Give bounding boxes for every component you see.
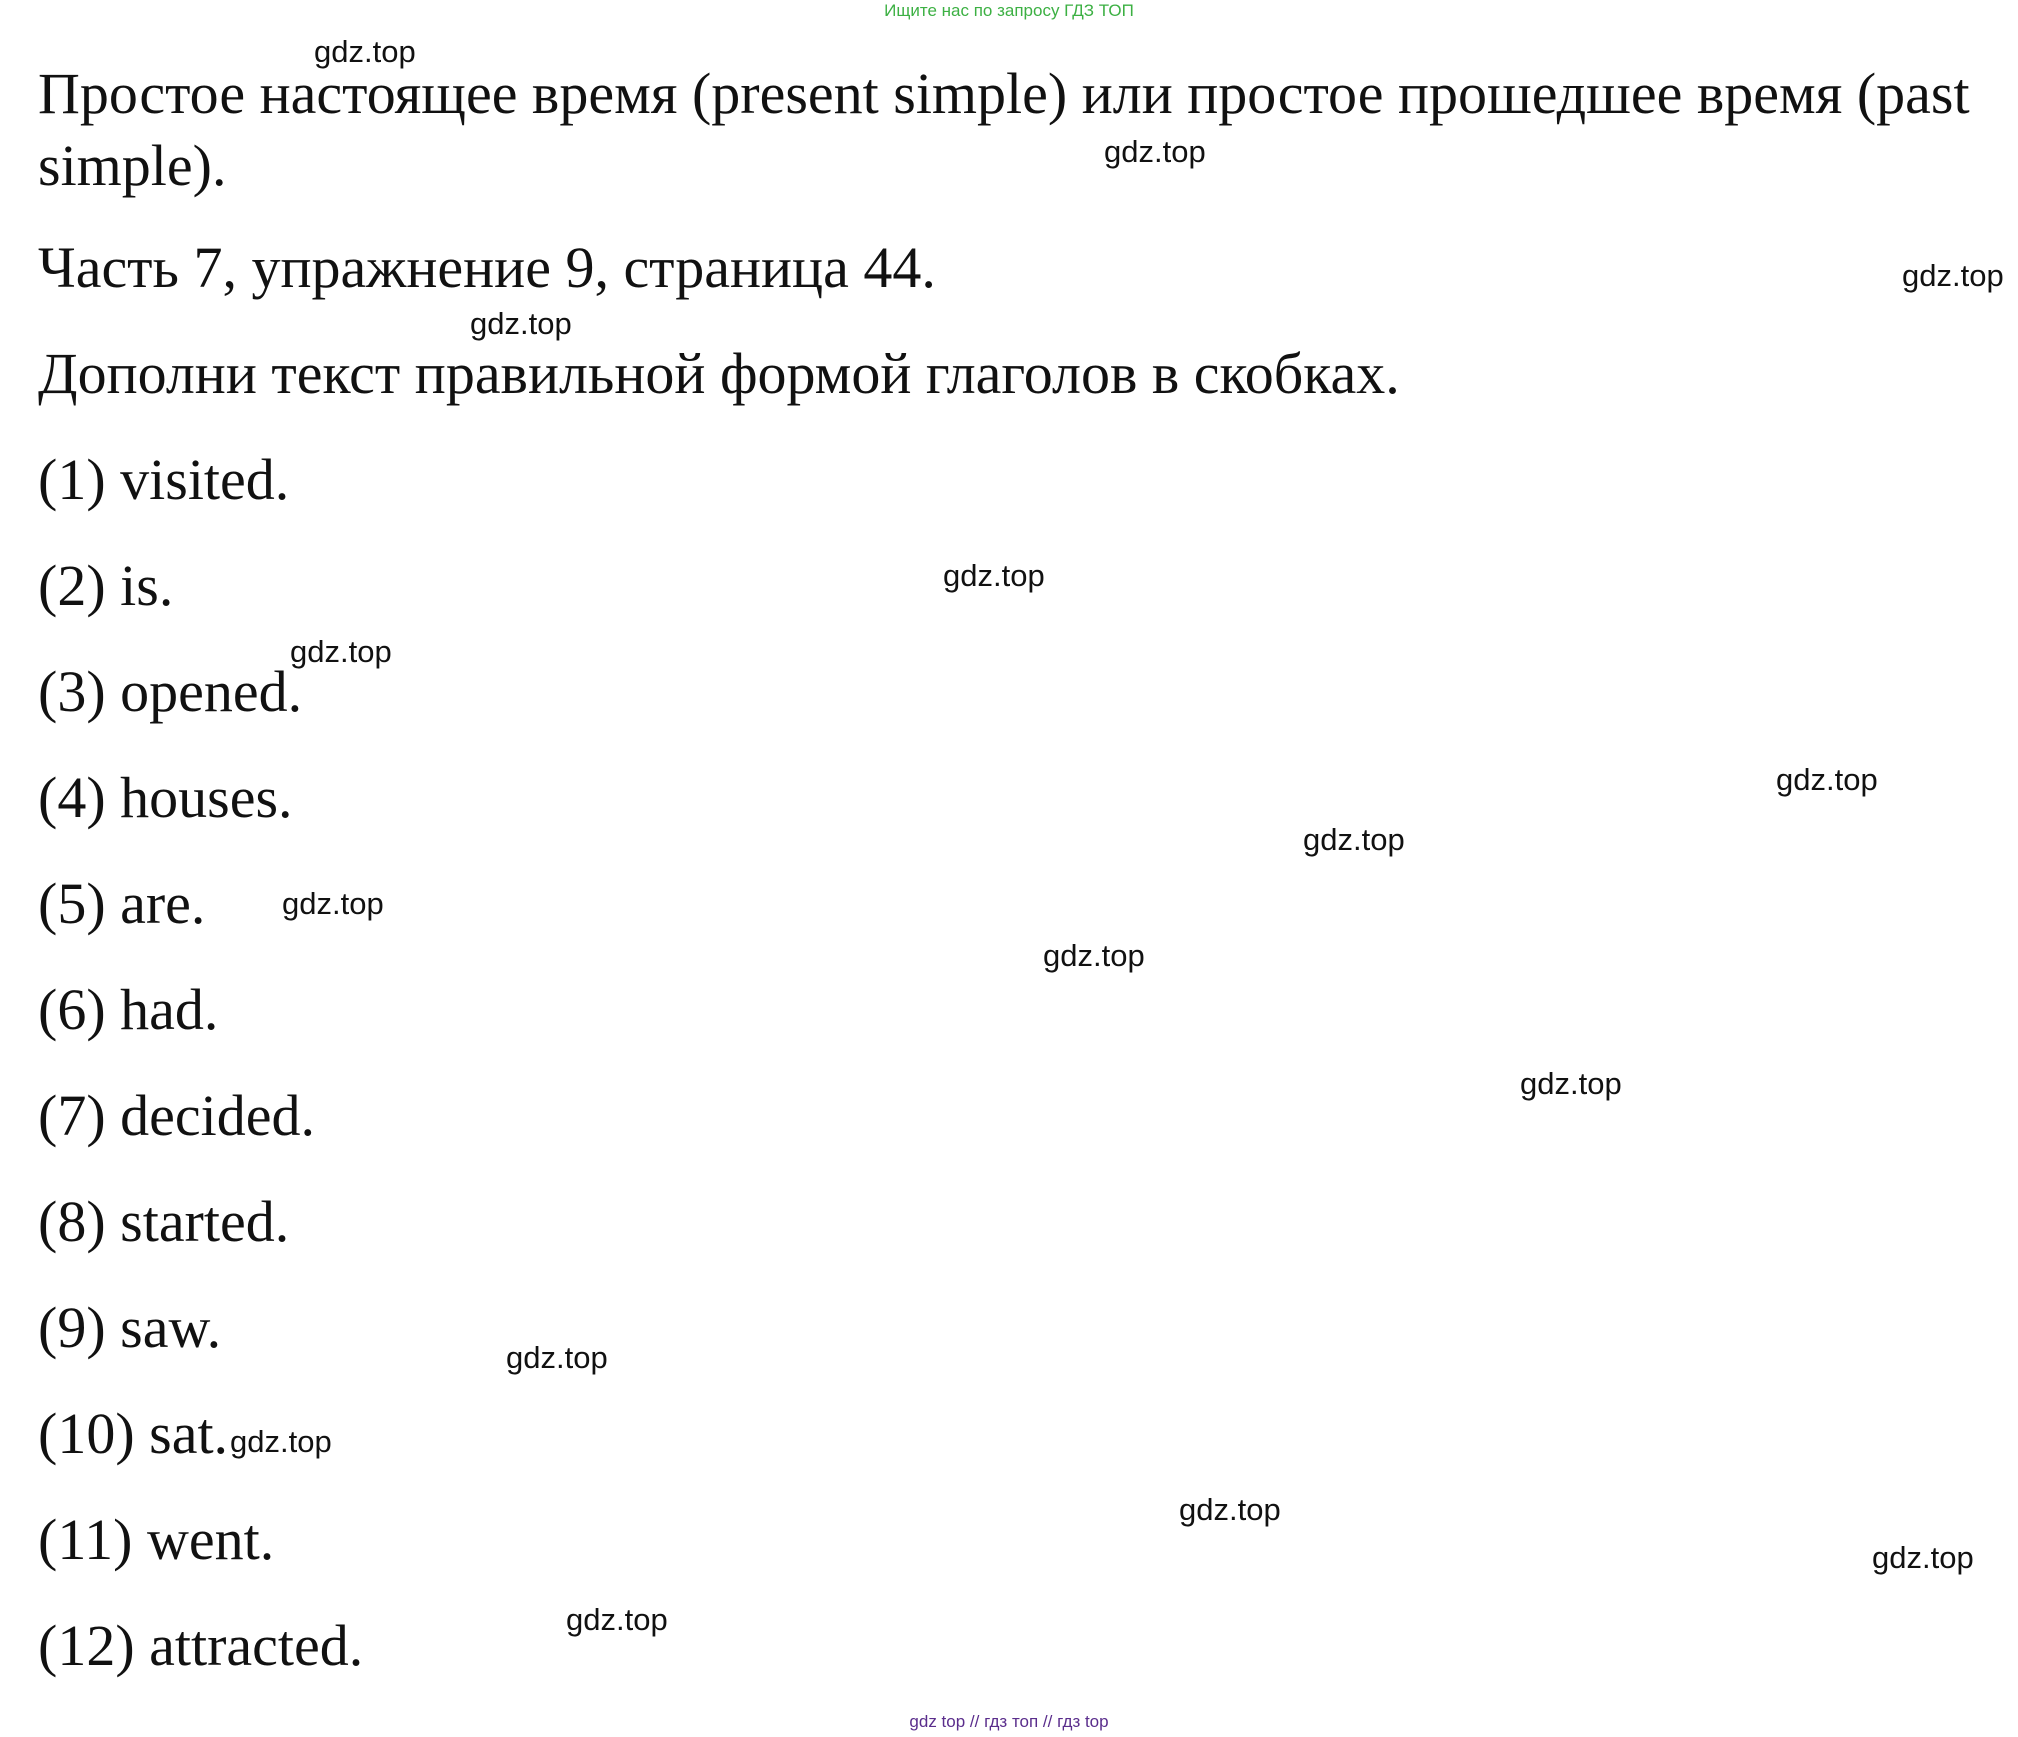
answer-item: (12) attracted. — [38, 1613, 364, 1678]
answer-item: (11) went. — [38, 1507, 275, 1572]
watermark-text: gdz.top — [282, 886, 384, 921]
watermark-text: gdz.top — [470, 306, 572, 341]
task-instruction: Дополни текст правильной формой глаголов в скобках. — [38, 341, 1400, 406]
answer-item: (1) visited. — [38, 447, 290, 512]
watermark-text: gdz.top — [566, 1602, 668, 1637]
watermark-text: gdz.top — [1902, 258, 2004, 293]
watermark-text: gdz.top — [1303, 822, 1405, 857]
answer-item: (3) opened. — [38, 659, 303, 724]
footer-text: gdz top // гдз топ // гдз top — [909, 1712, 1109, 1731]
watermark-text: gdz.top — [1104, 134, 1206, 169]
answer-item: (6) had. — [38, 977, 219, 1042]
watermark-text: gdz.top — [1776, 762, 1878, 797]
exercise-location: Часть 7, упражнение 9, страница 44. — [38, 235, 936, 300]
page-title: Простое настоящее время (present simple) или простое прошедшее время (past simple). — [38, 61, 1970, 198]
answer-item: (4) houses. — [38, 765, 293, 830]
watermark-text: gdz.top — [1872, 1540, 1974, 1575]
answer-item: (5) are. — [38, 871, 206, 936]
top-banner: Ищите нас по запросу ГДЗ ТОП — [884, 1, 1134, 20]
watermark-text: gdz.top — [943, 558, 1045, 593]
watermark-text: gdz.top — [230, 1424, 332, 1459]
watermark-text: gdz.top — [1043, 938, 1145, 973]
watermark-text: gdz.top — [290, 634, 392, 669]
answer-item: (2) is. — [38, 553, 174, 618]
answer-item: (8) started. — [38, 1189, 290, 1254]
watermark-text: gdz.top — [1179, 1492, 1281, 1527]
answer-item: (9) saw. — [38, 1295, 222, 1360]
watermark-text: gdz.top — [314, 34, 416, 69]
watermark-text: gdz.top — [1520, 1066, 1622, 1101]
answer-item: (7) decided. — [38, 1083, 315, 1148]
answer-item: (10) sat. — [38, 1401, 229, 1466]
watermark-text: gdz.top — [506, 1340, 608, 1375]
